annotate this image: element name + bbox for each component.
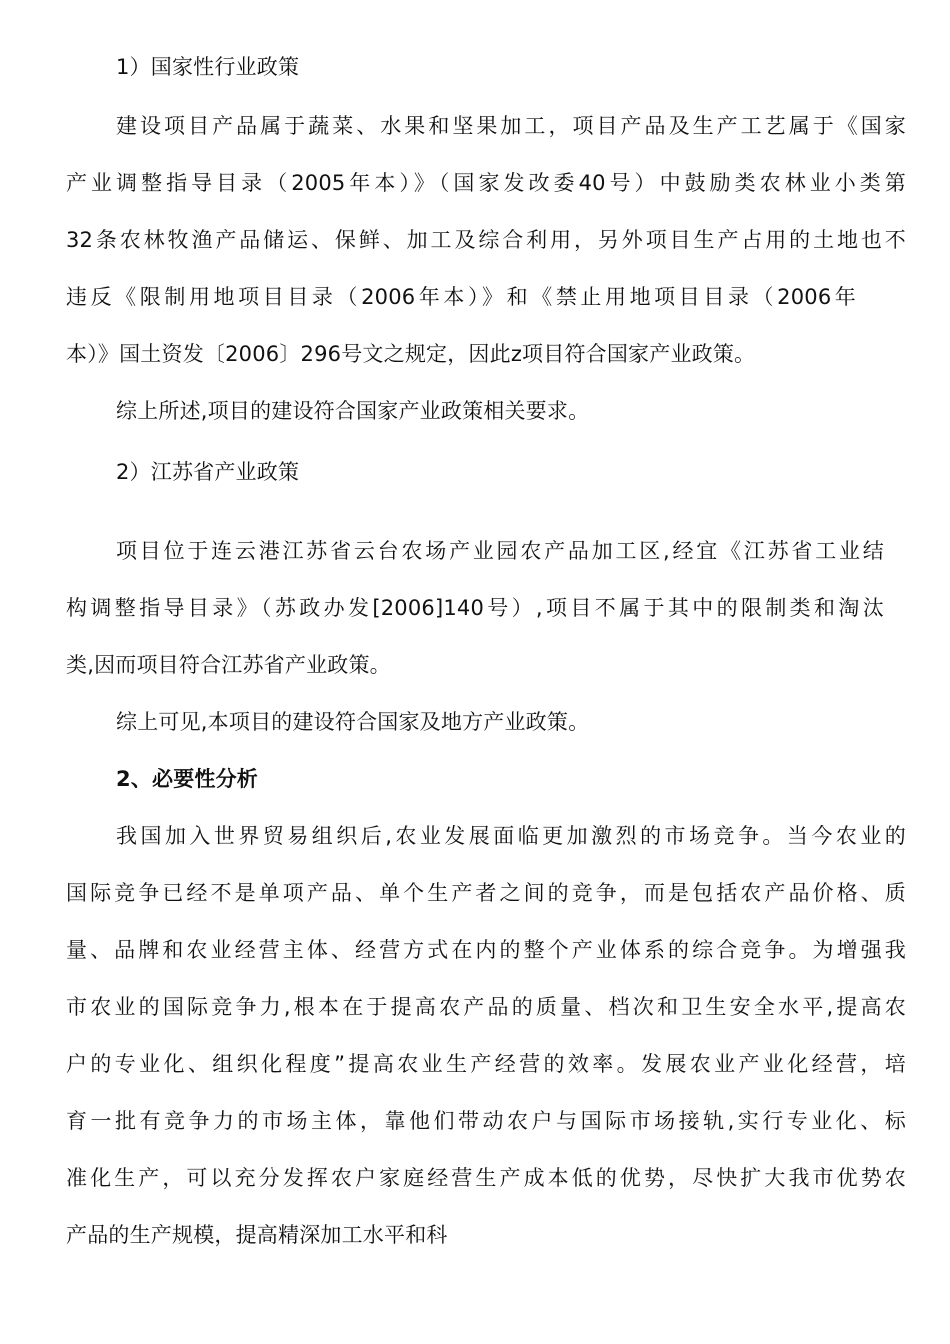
paragraph-line: 国际竞争已经不是单项产品、单个生产者之间的竞争，而是包括农产品价格、质 <box>66 881 906 905</box>
paragraph-line: 户的专业化、组织化程度”提高农业生产经营的效率。发展农业产业化经营，培 <box>66 1052 906 1076</box>
paragraph-line: 本）》国土资发〔2006〕296号文之规定，因此z项目符合国家产业政策。 <box>66 342 756 366</box>
section-heading-jiangsu-policy: 2）江苏省产业政策 <box>116 460 300 484</box>
paragraph-line: 构调整指导目录》（苏政办发[2006]140号）,项目不属于其中的限制类和淘汰 <box>66 596 884 620</box>
section-heading-national-policy: 1）国家性行业政策 <box>116 55 300 79</box>
paragraph-line: 产业调整指导目录（2005年本）》（国家发改委40号）中鼓励类农林业小类第 <box>66 171 906 195</box>
section-heading-necessity: 2、必要性分析 <box>116 767 259 791</box>
summary-overall-policy: 综上可见,本项目的建设符合国家及地方产业政策。 <box>116 710 590 734</box>
paragraph-line: 32条农林牧渔产品储运、保鲜、加工及综合利用，另外项目生产占用的土地也不 <box>66 228 906 252</box>
paragraph-line: 我国加入世界贸易组织后,农业发展面临更加激烈的市场竞争。当今农业的 <box>116 824 906 848</box>
paragraph-line: 类,因而项目符合江苏省产业政策。 <box>66 653 391 677</box>
paragraph-line: 建设项目产品属于蔬菜、水果和坚果加工，项目产品及生产工艺属于《国家 <box>116 114 906 138</box>
paragraph-line: 量、品牌和农业经营主体、经营方式在内的整个产业体系的综合竞争。为增强我 <box>66 938 906 962</box>
paragraph-line: 育一批有竞争力的市场主体，靠他们带动农户与国际市场接轨,实行专业化、标 <box>66 1109 906 1133</box>
summary-national-policy: 综上所述,项目的建设符合国家产业政策相关要求。 <box>116 399 590 423</box>
paragraph-line: 产品的生产规模，提高精深加工水平和科 <box>66 1223 448 1247</box>
paragraph-line: 市农业的国际竞争力,根本在于提高农产品的质量、档次和卫生安全水平,提高农 <box>66 995 906 1019</box>
paragraph-line: 违反《限制用地项目目录（2006年本）》和《禁止用地项目目录（2006年 <box>66 285 856 309</box>
paragraph-line: 准化生产，可以充分发挥农户家庭经营生产成本低的优势，尽快扩大我市优势农 <box>66 1166 906 1190</box>
paragraph-line: 项目位于连云港江苏省云台农场产业园农产品加工区,经宜《江苏省工业结 <box>116 539 884 563</box>
